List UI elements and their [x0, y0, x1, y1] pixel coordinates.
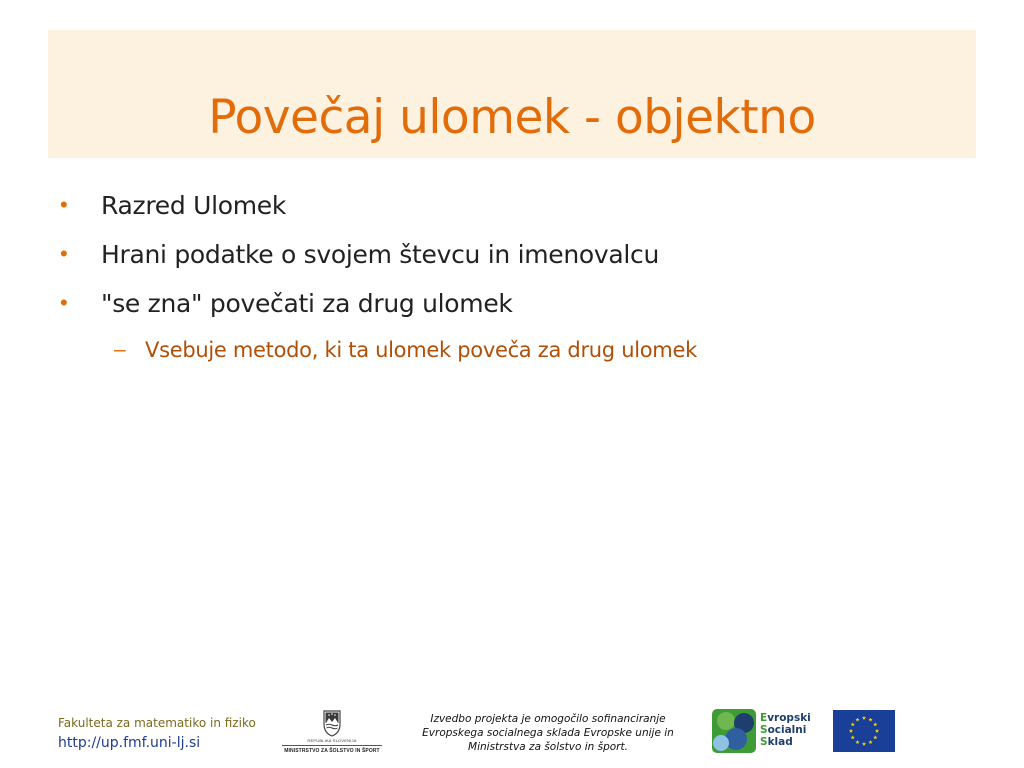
- ministry-line2: MINISTRSTVO ZA ŠOLSTVO IN ŠPORT: [284, 748, 380, 754]
- title-band: [48, 30, 976, 158]
- bullet-dot: •: [60, 192, 68, 217]
- bullet-text: Hrani podatke o svojem števcu in imenovalcu: [101, 240, 660, 269]
- sub-bullet-text: Vsebuje metodo, ki ta ulomek poveča za drug ulomek: [145, 338, 697, 362]
- sub-bullet-dash: –: [114, 338, 126, 361]
- bullet-dot: •: [60, 290, 68, 315]
- slide-title: Povečaj ulomek - objektno: [208, 90, 816, 145]
- credit-line: Izvedbo projekta je omogočilo sofinanciranje: [430, 713, 666, 725]
- esf-word: Socialni: [760, 724, 807, 736]
- bullet-item: [60, 186, 960, 235]
- esf-logo-icon: [712, 709, 758, 753]
- esf-wordmark: [760, 712, 811, 748]
- ministry-logo: [280, 708, 384, 756]
- esf-logo: [712, 709, 812, 753]
- bullet-item: [60, 284, 960, 333]
- bullet-text: Razred Ulomek: [101, 191, 287, 220]
- slide-content: [60, 186, 960, 373]
- sub-bullet-item: [60, 333, 960, 373]
- faculty-name: Fakulteta za matematiko in fiziko: [58, 716, 256, 730]
- bullet-text: "se zna" povečati za drug ulomek: [101, 289, 513, 318]
- bullet-item: [60, 235, 960, 284]
- funding-credit: [400, 712, 696, 754]
- faculty-url-link[interactable]: http://up.fmf.uni-lj.si: [58, 735, 201, 751]
- ministry-line1: REPUBLIKA SLOVENIJA: [307, 738, 357, 743]
- esf-word: Sklad: [760, 736, 793, 748]
- eu-flag-icon: [833, 710, 895, 752]
- bullet-dot: •: [60, 241, 68, 266]
- credit-line: Ministrstva za šolstvo in šport.: [468, 741, 628, 753]
- credit-line: Evropskega socialnega sklada Evropske unije in: [422, 727, 674, 739]
- coat-of-arms-icon: [280, 708, 384, 738]
- esf-word: Evropski: [760, 712, 811, 724]
- faculty-info: [58, 716, 256, 753]
- ministry-divider: [282, 745, 382, 746]
